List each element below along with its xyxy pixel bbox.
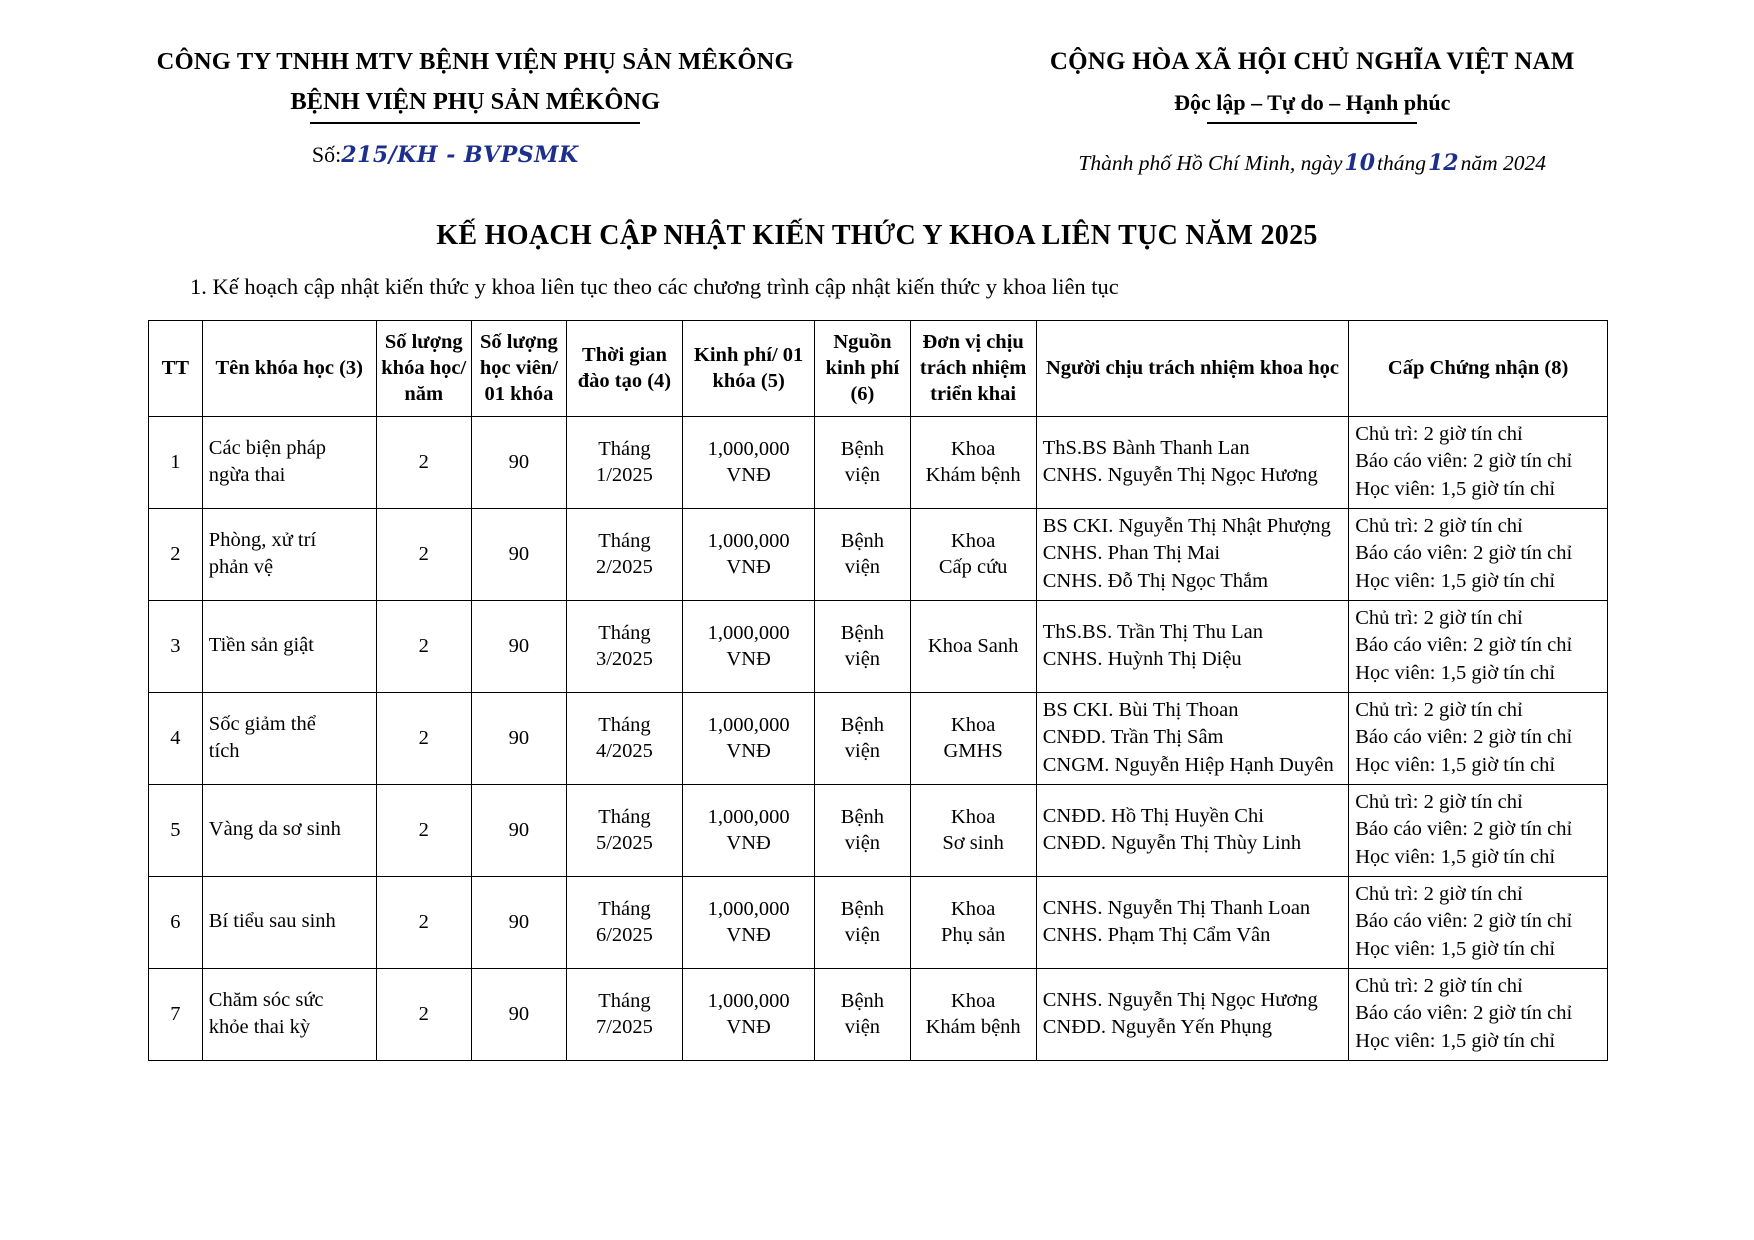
cell-course-name-line: Các biện pháp	[208, 436, 327, 459]
cell-funding-source	[815, 876, 910, 968]
document-number-value: 215	[341, 142, 389, 168]
cell-funding-source	[815, 692, 910, 784]
cell-certificate	[1349, 600, 1608, 692]
cell-responsible-unit	[910, 416, 1036, 508]
cell-tt: 1	[149, 416, 203, 508]
cell-certificate-line: Chủ trì: 2 giờ tín chỉ	[1355, 606, 1523, 629]
cell-training-time-line: 7/2025	[595, 1016, 653, 1039]
cell-cost-line: 1,000,000	[707, 897, 790, 920]
cell-training-time-line: 2/2025	[595, 556, 653, 579]
cell-responsible-people-line: CNHS. Phan Thị Mai	[1042, 542, 1221, 565]
cell-responsible-unit-line: Khoa Sanh	[927, 634, 1019, 657]
cell-responsible-people-line: CNHS. Phạm Thị Cẩm Vân	[1042, 924, 1271, 947]
section-heading: 1. Kế hoạch cập nhật kiến thức y khoa liên tục theo các chương trình cập nhật kiến thức y khoa liên tục	[190, 274, 1119, 299]
cell-training-time-line: Tháng	[598, 897, 651, 920]
cell-tt: 2	[149, 508, 203, 600]
cell-certificate-line: Báo cáo viên: 2 giờ tín chỉ	[1355, 726, 1573, 749]
cell-certificate-line: Báo cáo viên: 2 giờ tín chỉ	[1355, 634, 1573, 657]
cell-course-name	[202, 968, 376, 1060]
cell-responsible-people-line: ThS.BS Bành Thanh Lan	[1042, 436, 1250, 459]
col-header-courses-per-year: Số lượng khóa học/ năm	[376, 321, 471, 417]
cell-tt: 4	[149, 692, 203, 784]
cell-training-time-line: Tháng	[598, 529, 651, 552]
table-row	[149, 600, 1608, 692]
cell-training-time-line: 6/2025	[595, 924, 653, 947]
cell-certificate-line: Chủ trì: 2 giờ tín chỉ	[1355, 882, 1523, 905]
document-number	[10, 142, 880, 168]
cell-students-per-course: 90	[471, 600, 566, 692]
cell-course-name-line: Sốc giảm thể	[208, 712, 316, 735]
cell-funding-source	[815, 600, 910, 692]
cell-responsible-people-line: CNHS. Đỗ Thị Ngọc Thắm	[1042, 570, 1269, 593]
cell-students-per-course: 90	[471, 416, 566, 508]
cell-courses-per-year: 2	[376, 876, 471, 968]
cell-students-per-course: 90	[471, 968, 566, 1060]
cell-course-name	[202, 784, 376, 876]
cell-responsible-people-line: CNĐD. Nguyễn Thị Thùy Linh	[1042, 832, 1302, 855]
cell-responsible-unit-line: Khoa	[950, 805, 996, 828]
cell-course-name	[202, 692, 376, 784]
cell-responsible-unit-line: Khoa	[950, 989, 996, 1012]
table-header-row	[149, 321, 1608, 417]
cell-responsible-people-line: CNHS. Nguyễn Thị Thanh Loan	[1042, 896, 1311, 919]
cell-funding-source-line: viện	[844, 648, 881, 671]
cell-responsible-people-line: CNĐD. Trần Thị Sâm	[1042, 726, 1224, 749]
cell-cost-line: VNĐ	[726, 832, 771, 855]
cell-responsible-people-line: ThS.BS. Trần Thị Thu Lan	[1042, 620, 1263, 643]
cell-course-name	[202, 876, 376, 968]
table-row	[149, 692, 1608, 784]
cell-certificate-line: Học viên: 1,5 giờ tín chỉ	[1355, 570, 1556, 593]
cell-cost-line: VNĐ	[726, 464, 771, 487]
cell-course-name	[202, 508, 376, 600]
cell-course-name-line: Phòng, xử trí	[208, 528, 317, 551]
cell-training-time	[567, 416, 683, 508]
cell-funding-source-line: viện	[844, 464, 881, 487]
cell-responsible-unit	[910, 876, 1036, 968]
cell-training-time	[567, 876, 683, 968]
cell-course-name-line: phản vệ	[208, 556, 274, 579]
table-row	[149, 876, 1608, 968]
cell-cost	[682, 784, 814, 876]
cell-certificate-line: Học viên: 1,5 giờ tín chỉ	[1355, 662, 1556, 685]
header-organization-block	[40, 48, 910, 168]
table-row	[149, 508, 1608, 600]
cell-responsible-unit-line: Khám bệnh	[925, 1016, 1021, 1039]
cell-responsible-people-line: CNGM. Nguyễn Hiệp Hạnh Duyên	[1042, 754, 1334, 777]
cell-certificate-line: Chủ trì: 2 giờ tín chỉ	[1355, 422, 1523, 445]
cell-funding-source-line: Bệnh	[840, 989, 885, 1012]
table-row	[149, 968, 1608, 1060]
cell-training-time	[567, 968, 683, 1060]
cell-responsible-unit-line: Sơ sinh	[942, 832, 1004, 855]
cell-funding-source-line: viện	[844, 740, 881, 763]
cell-cost-line: VNĐ	[726, 924, 771, 947]
cell-training-time-line: 4/2025	[595, 740, 653, 763]
document-number-label: Số:	[311, 142, 342, 167]
cell-cost	[682, 416, 814, 508]
col-header-training-time: Thời gian đào tạo (4)	[567, 321, 683, 417]
cell-responsible-unit-line: Khoa	[950, 437, 996, 460]
national-title: CỘNG HÒA XÃ HỘI CHỦ NGHĨA VIỆT NAM	[1049, 48, 1575, 75]
cell-cost-line: VNĐ	[726, 740, 771, 763]
cell-funding-source-line: viện	[844, 556, 881, 579]
cell-course-name-line: Chăm sóc sức	[208, 988, 324, 1011]
cell-cost	[682, 692, 814, 784]
date-day: 10	[1344, 150, 1376, 176]
cell-responsible-unit	[910, 692, 1036, 784]
cell-students-per-course: 90	[471, 784, 566, 876]
cell-funding-source	[815, 508, 910, 600]
cell-funding-source-line: viện	[844, 924, 881, 947]
cell-responsible-people	[1036, 416, 1348, 508]
table-row	[149, 784, 1608, 876]
cell-responsible-unit	[910, 600, 1036, 692]
cell-course-name	[202, 416, 376, 508]
cell-responsible-unit-line: Khám bệnh	[925, 464, 1021, 487]
cell-certificate-line: Học viên: 1,5 giờ tín chỉ	[1355, 1030, 1556, 1053]
training-plan-table	[148, 320, 1608, 1061]
cell-funding-source-line: Bệnh	[840, 621, 885, 644]
cell-tt: 3	[149, 600, 203, 692]
cell-training-time-line: 1/2025	[595, 464, 653, 487]
cell-responsible-unit	[910, 968, 1036, 1060]
cell-responsible-people	[1036, 692, 1348, 784]
cell-courses-per-year: 2	[376, 692, 471, 784]
col-header-funding-source: Nguồn kinh phí (6)	[815, 321, 910, 417]
cell-cost	[682, 600, 814, 692]
cell-responsible-people	[1036, 876, 1348, 968]
page-title: KẾ HOẠCH CẬP NHẬT KIẾN THỨC Y KHOA LIÊN TỤC NĂM 2025	[436, 220, 1318, 251]
cell-training-time	[567, 600, 683, 692]
cell-tt: 6	[149, 876, 203, 968]
cell-certificate-line: Báo cáo viên: 2 giờ tín chỉ	[1355, 1002, 1573, 1025]
header-national-block	[910, 48, 1714, 176]
cell-funding-source-line: viện	[844, 832, 881, 855]
cell-course-name-line: ngừa thai	[208, 464, 286, 487]
cell-responsible-unit	[910, 784, 1036, 876]
cell-funding-source	[815, 784, 910, 876]
cell-course-name-line: Tiền sản giật	[208, 634, 314, 657]
cell-funding-source-line: viện	[844, 1016, 881, 1039]
cell-training-time-line: 3/2025	[595, 648, 653, 671]
cell-courses-per-year: 2	[376, 416, 471, 508]
cell-certificate	[1349, 876, 1608, 968]
cell-cost-line: VNĐ	[726, 556, 771, 579]
cell-responsible-people-line: BS CKI. Nguyễn Thị Nhật Phượng	[1042, 514, 1331, 537]
cell-cost	[682, 968, 814, 1060]
cell-training-time	[567, 692, 683, 784]
document-number-suffix: /KH - BVPSMK	[388, 142, 579, 168]
national-motto: Độc lập – Tự do – Hạnh phúc	[1174, 90, 1451, 115]
cell-responsible-unit-line: Cấp cứu	[938, 556, 1008, 579]
cell-training-time-line: 5/2025	[595, 832, 653, 855]
place-date-prefix: Thành phố Hồ Chí Minh, ngày	[1078, 151, 1343, 175]
cell-certificate-line: Chủ trì: 2 giờ tín chỉ	[1355, 514, 1523, 537]
cell-cost-line: 1,000,000	[707, 529, 790, 552]
cell-responsible-unit-line: GMHS	[943, 740, 1003, 763]
cell-certificate-line: Học viên: 1,5 giờ tín chỉ	[1355, 478, 1556, 501]
cell-cost-line: VNĐ	[726, 648, 771, 671]
cell-cost	[682, 876, 814, 968]
col-header-course-name: Tên khóa học (3)	[202, 321, 376, 417]
cell-cost-line: 1,000,000	[707, 713, 790, 736]
hospital-name: BỆNH VIỆN PHỤ SẢN MÊKÔNG	[290, 88, 661, 115]
cell-responsible-unit-line: Khoa	[950, 713, 996, 736]
cell-certificate-line: Học viên: 1,5 giờ tín chỉ	[1355, 754, 1556, 777]
cell-students-per-course: 90	[471, 692, 566, 784]
cell-funding-source-line: Bệnh	[840, 897, 885, 920]
cell-training-time-line: Tháng	[598, 437, 651, 460]
col-header-students-per-course: Số lượng học viên/ 01 khóa	[471, 321, 566, 417]
cell-certificate-line: Báo cáo viên: 2 giờ tín chỉ	[1355, 910, 1573, 933]
date-month-label: tháng	[1377, 151, 1426, 175]
col-header-tt: TT	[149, 321, 203, 417]
cell-certificate-line: Chủ trì: 2 giờ tín chỉ	[1355, 698, 1523, 721]
cell-training-time-line: Tháng	[598, 805, 651, 828]
date-month: 12	[1428, 150, 1459, 176]
cell-certificate	[1349, 784, 1608, 876]
cell-cost-line: 1,000,000	[707, 437, 790, 460]
cell-courses-per-year: 2	[376, 784, 471, 876]
cell-courses-per-year: 2	[376, 508, 471, 600]
cell-certificate	[1349, 692, 1608, 784]
cell-cost-line: 1,000,000	[707, 805, 790, 828]
cell-course-name-line: tích	[208, 740, 240, 763]
cell-course-name-line: khỏe thai kỳ	[208, 1016, 311, 1039]
cell-funding-source	[815, 968, 910, 1060]
date-year: năm 2024	[1460, 151, 1547, 175]
table-row	[149, 416, 1608, 508]
cell-funding-source	[815, 416, 910, 508]
cell-responsible-people	[1036, 968, 1348, 1060]
cell-responsible-people	[1036, 508, 1348, 600]
cell-tt: 7	[149, 968, 203, 1060]
cell-funding-source-line: Bệnh	[840, 529, 885, 552]
cell-responsible-people-line: CNĐD. Hồ Thị Huyền Chi	[1042, 804, 1264, 827]
place-and-date	[910, 150, 1714, 176]
cell-funding-source-line: Bệnh	[840, 437, 885, 460]
cell-funding-source-line: Bệnh	[840, 805, 885, 828]
cell-course-name-line: Bí tiểu sau sinh	[208, 910, 336, 933]
cell-cost-line: 1,000,000	[707, 989, 790, 1012]
cell-responsible-people-line: CNHS. Nguyễn Thị Ngọc Hương	[1042, 464, 1318, 487]
cell-responsible-unit-line: Khoa	[950, 897, 996, 920]
cell-responsible-people-line: CNĐD. Nguyễn Yến Phụng	[1042, 1016, 1273, 1039]
col-header-responsible-unit: Đơn vị chịu trách nhiệm triển khai	[910, 321, 1036, 417]
cell-course-name	[202, 600, 376, 692]
cell-training-time	[567, 508, 683, 600]
cell-training-time-line: Tháng	[598, 713, 651, 736]
cell-certificate-line: Chủ trì: 2 giờ tín chỉ	[1355, 974, 1523, 997]
cell-certificate-line: Báo cáo viên: 2 giờ tín chỉ	[1355, 450, 1573, 473]
cell-certificate	[1349, 508, 1608, 600]
cell-funding-source-line: Bệnh	[840, 713, 885, 736]
cell-students-per-course: 90	[471, 508, 566, 600]
cell-cost	[682, 508, 814, 600]
cell-certificate-line: Báo cáo viên: 2 giờ tín chỉ	[1355, 818, 1573, 841]
cell-responsible-people	[1036, 600, 1348, 692]
cell-certificate	[1349, 968, 1608, 1060]
cell-courses-per-year: 2	[376, 600, 471, 692]
cell-tt: 5	[149, 784, 203, 876]
cell-responsible-people-line: CNHS. Nguyễn Thị Ngọc Hương	[1042, 988, 1318, 1011]
col-header-cost: Kinh phí/ 01 khóa (5)	[682, 321, 814, 417]
header-left-divider	[310, 122, 640, 124]
document-header	[0, 0, 1754, 176]
cell-certificate-line: Chủ trì: 2 giờ tín chỉ	[1355, 790, 1523, 813]
header-right-divider	[1207, 122, 1417, 124]
cell-training-time	[567, 784, 683, 876]
cell-responsible-people	[1036, 784, 1348, 876]
cell-course-name-line: Vàng da sơ sinh	[208, 818, 341, 841]
cell-responsible-unit-line: Khoa	[950, 529, 996, 552]
cell-training-time-line: Tháng	[598, 989, 651, 1012]
cell-students-per-course: 90	[471, 876, 566, 968]
cell-responsible-unit	[910, 508, 1036, 600]
cell-responsible-unit-line: Phụ sản	[940, 924, 1006, 947]
col-header-responsible-people: Người chịu trách nhiệm khoa học	[1036, 321, 1348, 417]
col-header-certificate: Cấp Chứng nhận (8)	[1349, 321, 1608, 417]
cell-training-time-line: Tháng	[598, 621, 651, 644]
cell-courses-per-year: 2	[376, 968, 471, 1060]
cell-responsible-people-line: BS CKI. Bùi Thị Thoan	[1042, 698, 1239, 721]
cell-responsible-people-line: CNHS. Huỳnh Thị Diệu	[1042, 648, 1242, 671]
cell-certificate-line: Học viên: 1,5 giờ tín chỉ	[1355, 846, 1556, 869]
cell-cost-line: 1,000,000	[707, 621, 790, 644]
cell-certificate-line: Học viên: 1,5 giờ tín chỉ	[1355, 938, 1556, 961]
company-name: CÔNG TY TNHH MTV BỆNH VIỆN PHỤ SẢN MÊKÔNG	[156, 48, 794, 75]
cell-certificate-line: Báo cáo viên: 2 giờ tín chỉ	[1355, 542, 1573, 565]
cell-cost-line: VNĐ	[726, 1016, 771, 1039]
cell-certificate	[1349, 416, 1608, 508]
